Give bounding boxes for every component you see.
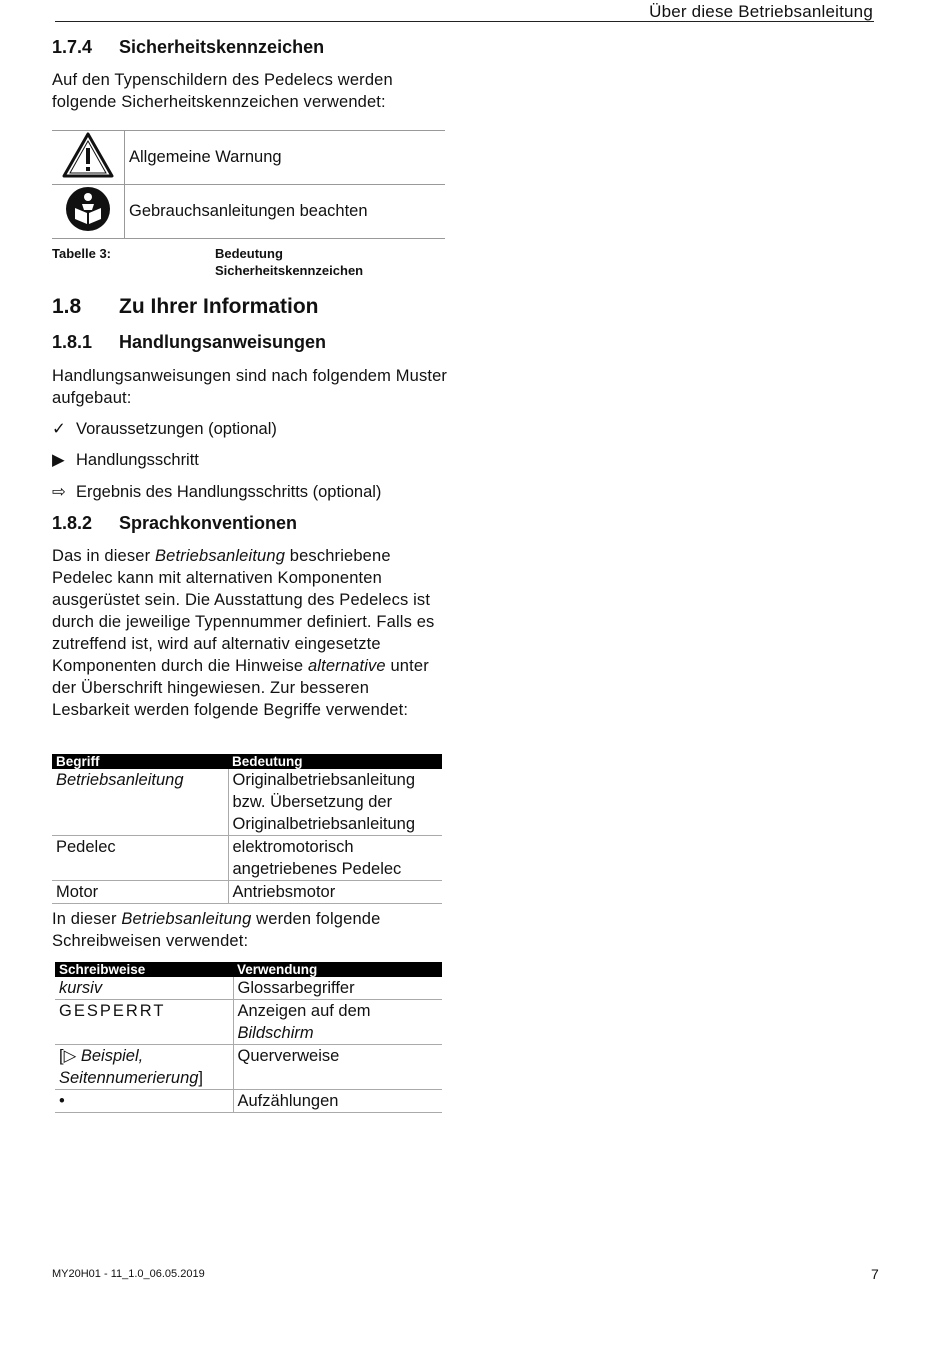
term-text: Betriebsanleitung — [56, 771, 184, 789]
section-title: Sprachkonventionen — [119, 513, 298, 533]
page-number: 7 — [871, 1266, 879, 1282]
section-number: 1.8 — [52, 295, 82, 318]
table-row — [52, 836, 442, 881]
heading-1-8-1 — [52, 332, 326, 353]
cell-line: bzw. Übersetzung der — [232, 793, 393, 811]
table-cell: GESPERRT — [55, 1000, 233, 1045]
list-item — [52, 482, 381, 502]
text-run-italic: Seitennumerierung — [59, 1069, 199, 1087]
table-row — [52, 769, 442, 836]
list-item — [52, 450, 199, 470]
section-number: 1.8.1 — [52, 332, 93, 352]
cell-line: Originalbetriebsanleitung — [232, 771, 416, 789]
intro-paragraph-174: Auf den Typenschildern des Pedelecs werden folgende Sicherheitskennzeichen verwendet: — [52, 71, 393, 111]
terms-table — [52, 754, 442, 904]
table-header-row — [52, 754, 442, 769]
caption-line: Sicherheitskennzeichen — [215, 263, 364, 278]
table-caption-label: Tabelle 3: — [52, 246, 112, 261]
table-cell: Pedelec — [52, 836, 228, 881]
text-run-italic: Beispiel, — [80, 1047, 144, 1065]
text-run: unter der Überschrift hingewiesen. Zur besseren Lesbarkeit werden folgende Begriffe verwendet: — [52, 657, 429, 719]
paragraph-sprachkonventionen — [52, 545, 442, 721]
step-text: Ergebnis des Handlungsschritts (optional) — [76, 483, 382, 501]
column-header: Schreibweise — [55, 962, 233, 977]
style-example: kursiv — [59, 979, 103, 997]
cell-line — [59, 1045, 229, 1067]
table-caption-text — [215, 245, 363, 279]
text-run: werden folgende Schreibweisen verwendet: — [52, 910, 381, 950]
column-header: Begriff — [52, 754, 228, 769]
result-arrow-icon: ⇨ — [52, 483, 66, 501]
document-id: MY20H01 - 11_1.0_06.05.2019 — [52, 1268, 205, 1280]
cell-line: Anzeigen auf dem — [237, 1002, 371, 1020]
text-run: beschriebene Pedelec kann mit alternativen Komponenten ausgerüstet sein. Die Ausstattung des Pedelecs ist durch die jeweilige Typennummer definiert. Falls es zutreffend ist, wird auf alternativ eingesetzte Komponenten durch die Hinweise — [52, 547, 435, 675]
table-cell: Motor — [52, 881, 228, 904]
text-run-italic: alternative — [307, 657, 386, 675]
table-cell — [228, 836, 442, 881]
cell-line — [238, 1022, 439, 1044]
cell-line: Originalbetriebsanleitung — [232, 815, 416, 833]
intro-paragraph-181: Handlungsanweisungen sind nach folgendem Muster aufgebaut: — [52, 367, 448, 407]
table-cell — [228, 769, 442, 836]
read-manual-icon — [52, 185, 125, 239]
table-cell: Querverweise — [233, 1045, 442, 1090]
play-triangle-icon: ▶ — [52, 451, 65, 469]
caption-line: Bedeutung — [215, 246, 283, 261]
symbol-label: Gebrauchsanleitungen beachten — [125, 185, 446, 239]
header-divider — [55, 21, 874, 22]
text-run-italic: Betriebsanleitung — [154, 547, 286, 565]
table-row — [55, 977, 442, 1000]
table-row — [55, 1045, 442, 1090]
table-cell — [233, 1000, 442, 1045]
text-run: [▷ — [59, 1047, 81, 1065]
table-cell: • — [55, 1090, 233, 1113]
text-run: In dieser — [52, 910, 122, 928]
cell-line: angetriebenes Pedelec — [232, 860, 402, 878]
step-text: Handlungsschritt — [76, 451, 199, 469]
text-run-italic: Bildschirm — [237, 1024, 314, 1042]
notation-table — [55, 962, 442, 1113]
paragraph-schreibweisen — [52, 908, 452, 952]
table-cell: Glossarbegriffer — [233, 977, 442, 1000]
section-title: Handlungsanweisungen — [119, 332, 327, 352]
table-cell: Antriebsmotor — [228, 881, 442, 904]
symbol-label: Allgemeine Warnung — [125, 131, 446, 185]
running-header: Über diese Betriebsanleitung — [649, 2, 873, 21]
table-row — [52, 185, 445, 239]
cell-line: elektromotorisch — [232, 838, 354, 856]
section-number: 1.7.4 — [52, 37, 93, 57]
section-number: 1.8.2 — [52, 513, 93, 533]
heading-1-8 — [52, 295, 319, 319]
table-cell — [55, 1045, 233, 1090]
text-run: ] — [198, 1069, 204, 1087]
section-title: Zu Ihrer Information — [119, 295, 319, 318]
warning-triangle-icon — [52, 131, 125, 185]
safety-symbols-table — [52, 130, 445, 239]
table-row — [52, 131, 445, 185]
column-header: Bedeutung — [228, 754, 442, 769]
list-item — [52, 419, 277, 439]
text-run: Das in dieser — [52, 547, 155, 565]
table-row — [55, 1000, 442, 1045]
table-row — [55, 1090, 442, 1113]
step-text: Voraussetzungen (optional) — [76, 420, 277, 438]
table-cell — [55, 977, 233, 1000]
heading-1-7-4 — [52, 37, 324, 58]
check-icon: ✓ — [52, 420, 66, 438]
table-cell: Aufzählungen — [233, 1090, 442, 1113]
section-title: Sicherheitskennzeichen — [119, 37, 325, 57]
table-header-row — [55, 962, 442, 977]
text-run-italic: Betriebsanleitung — [121, 910, 252, 928]
table-row — [52, 881, 442, 904]
column-header: Verwendung — [233, 962, 442, 977]
heading-1-8-2 — [52, 513, 297, 534]
table-cell — [52, 769, 228, 836]
cell-line — [59, 1067, 229, 1089]
